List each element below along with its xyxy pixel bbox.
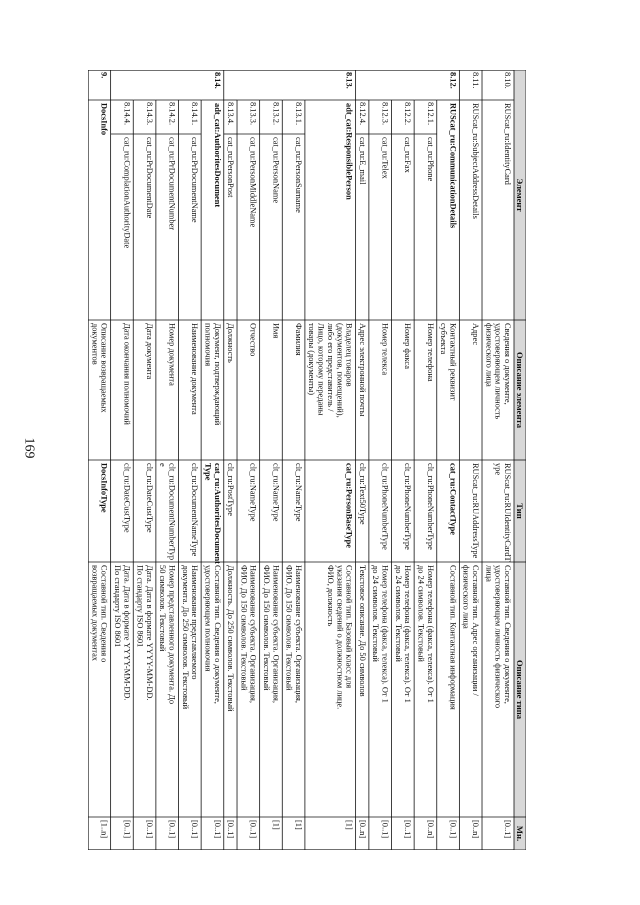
type-description: ФИО. До 150 символов. Текстовый <box>239 565 249 691</box>
element-type: cat_ru:PersonBaseType <box>344 463 354 548</box>
table-row <box>305 72 356 850</box>
table-row <box>437 72 460 850</box>
element-name: cat_ru:PrDocumentDate <box>144 137 154 219</box>
element-description: Дата документа <box>144 323 154 380</box>
table-row <box>260 100 283 850</box>
type-description: Составной тип. Сведения о документе, <box>503 565 512 704</box>
element-name: cat_ru:PrDocumentNumber <box>167 137 177 231</box>
type-description: до 24 символов. Текстовый <box>393 565 403 662</box>
multiplicity: [0..1] <box>403 820 413 839</box>
multiplicity: [0..1] <box>212 820 222 839</box>
element-type: clt_ru:Text50Type <box>357 463 367 525</box>
table-row <box>201 72 224 850</box>
sub-row-number: 8.13.1. <box>293 102 303 126</box>
header-element: Элемент <box>514 178 525 212</box>
element-name: RUScat_ru:SubjectAddressDetails <box>471 103 481 219</box>
type-description: Должность. До 250 символов. Текстовый <box>226 565 236 712</box>
header-type-desc: Описание типа <box>514 659 525 720</box>
element-description: Номер документа <box>167 323 177 386</box>
element-name: cat_ru:PersonName <box>271 137 281 204</box>
element-type: clt_ru:NameType <box>293 463 303 522</box>
type-description: 50 символов. Текстовый <box>158 565 168 652</box>
element-type: ype <box>493 463 503 476</box>
type-description: Наименование представляемого <box>190 565 200 680</box>
multiplicity: [0..1] <box>248 820 258 839</box>
multiplicity: [0..1] <box>144 820 154 839</box>
element-name: cat_ru:E_mail <box>357 137 367 185</box>
multiplicity: [0..n] <box>357 820 367 839</box>
type-description: до 24 символов. Текстовый <box>416 565 426 662</box>
element-description: удостоверяющем личность <box>493 323 503 420</box>
type-description: ФИО. До 150 символов. Текстовый <box>261 565 271 691</box>
sub-row-number: 8.14.4. <box>122 102 132 126</box>
type-description: документа. До 250 символов. Текстовый <box>180 565 190 710</box>
table-row <box>282 100 305 850</box>
multiplicity: [1..n] <box>99 820 109 839</box>
sub-row-number: 8.12.3. <box>380 102 390 126</box>
table-row <box>237 100 260 850</box>
element-description: Имя <box>271 323 281 339</box>
sub-row-number: 8.13.3. <box>248 102 258 126</box>
table-row <box>88 70 111 850</box>
element-name: cat_ru:Telex <box>380 137 390 179</box>
element-description: Описание возвращаемых <box>99 323 109 413</box>
element-description: физического лица <box>484 323 494 387</box>
element-description: Контактный реквизит <box>448 323 458 401</box>
element-description: Владелец товаров <box>344 323 354 387</box>
type-description: лица <box>484 565 494 582</box>
element-name: cat_ru:ComplationAuthorityDate <box>122 137 132 249</box>
element-description: Адрес <box>471 323 481 346</box>
element-type: RUScat_ru:RUAddressType <box>471 463 481 559</box>
table-row <box>414 100 437 850</box>
type-description: Дата. Дата в формате YYYY-MM-DD. <box>122 565 132 701</box>
sub-row-number: 8.14.3. <box>144 102 154 126</box>
multiplicity: [0..1] <box>167 820 177 839</box>
sub-row-number: 8.13.2. <box>271 102 281 126</box>
element-name: cat_ru:Fax <box>403 137 413 173</box>
element-name: RUScat_ru:IdentityCard <box>503 103 512 185</box>
element-name: RUScat_ru:CommunicationDetails <box>448 103 458 229</box>
type-description: Составной тип. Адрес организации / <box>471 565 481 696</box>
multiplicity: [0..1] <box>226 820 236 839</box>
element-type: clt_ru:DateCustType <box>144 463 154 533</box>
element-description: Адрес электронной почты <box>357 323 367 417</box>
element-type: DocsInfoType <box>99 463 109 513</box>
type-description: возвращаемых документах <box>90 565 100 661</box>
header-mn: Мн. <box>514 825 525 842</box>
element-description: полномочия <box>203 323 213 367</box>
multiplicity: [0..n] <box>425 820 435 839</box>
element-description: Лицо, которому переданы <box>316 323 326 416</box>
rotated-table-container <box>88 70 526 850</box>
type-description: Номер телефона (факса, телекса). От 1 <box>425 565 435 703</box>
table-row <box>392 100 415 850</box>
element-type: clt_ru:PhoneNumberType <box>403 463 413 550</box>
row-number: 8.13. <box>344 72 354 89</box>
sub-row-number: 8.13.4. <box>226 102 236 126</box>
multiplicity: [0..1] <box>122 820 132 839</box>
type-description: удостоверяющем личность физического <box>493 565 503 709</box>
element-type: e <box>158 463 168 467</box>
row-number: 8.12. <box>448 72 458 89</box>
element-name: cat_ru:PersonPost <box>226 137 236 198</box>
multiplicity: [1] <box>271 820 281 830</box>
element-type: clt_ru:DocumentNameType <box>190 463 200 557</box>
row-number: 8.10. <box>503 72 512 89</box>
header-type: Тип <box>514 503 525 519</box>
element-type: clt_ru:PostType <box>226 463 236 516</box>
type-description: Номер представленного документа. До <box>167 565 177 705</box>
type-description: Составной тип. Базовый класс для <box>344 565 354 689</box>
multiplicity: [0..1] <box>503 820 512 839</box>
element-description: Отчество <box>248 323 258 357</box>
row-number: 8.14. <box>212 72 222 89</box>
element-description: Наименование документа <box>190 323 200 415</box>
multiplicity: [0..1] <box>448 820 458 839</box>
type-description: удостоверяющем полномочия <box>203 565 213 672</box>
sub-row-number: 8.12.4. <box>357 102 367 126</box>
element-description: Сведения о документе, <box>503 323 512 405</box>
type-description: Наименование субъекта. Организация, <box>271 565 281 703</box>
element-description: документов <box>90 323 100 365</box>
element-name: cat_ru:PrDocumentName <box>190 137 200 223</box>
type-description: физического лица <box>461 565 471 629</box>
type-description: Текстовое описание. До 50 символов <box>357 565 367 697</box>
element-type: cat_ru:ContactType <box>448 463 458 535</box>
sub-row-number: 8.12.2. <box>403 102 413 126</box>
row-number: 9. <box>99 72 109 79</box>
row-number: 8.11. <box>471 72 481 89</box>
type-description: По стандарту ISO 8601 <box>135 565 145 648</box>
table-row <box>369 100 392 850</box>
element-name: cat_ru:PersonMiddleName <box>248 137 258 228</box>
element-description: Номер факса <box>403 323 413 369</box>
element-name: adt_cat:AuthoritesDocument <box>212 103 222 208</box>
element-description: субъекта <box>439 323 449 355</box>
element-description: Дата окончания полномочий <box>122 323 132 425</box>
type-description: Составной тип. Сведения о документе, <box>212 565 222 704</box>
element-description: товары (документы) <box>307 323 317 396</box>
element-name: DocsInfo <box>99 103 109 136</box>
element-name: adt_cat:ResponsiblePerson <box>344 103 354 200</box>
type-description: до 24 символов. Текстовый <box>371 565 381 662</box>
table-row <box>156 100 179 850</box>
sub-row-number: 8.12.1. <box>425 102 435 126</box>
type-description: ФИО, должность <box>325 565 335 627</box>
element-type: clt_ru:NameType <box>248 463 258 522</box>
page-number: 169 <box>21 437 37 459</box>
type-description: Дата. Дата в формате YYYY-MM-DD. <box>144 565 154 701</box>
type-description: Составной тип. Контактная информация <box>448 565 458 710</box>
type-description: Составной тип. Сведения о <box>99 565 109 663</box>
type-description: указания сведений о должностном лице. <box>335 565 345 710</box>
table-row <box>459 70 482 850</box>
table-row <box>111 70 134 850</box>
element-description: Документ, подтверждающий <box>212 323 222 426</box>
table-row <box>133 100 156 850</box>
type-description: Наименование субъекта. Организация, <box>248 565 258 703</box>
type-description: По стандарту ISO 8601 <box>112 565 122 648</box>
type-description: Наименование субъекта. Организация, <box>293 565 303 703</box>
type-description: Номер телефона (факса, телекса). От 1 <box>380 565 390 703</box>
element-description: Номер телефона <box>425 323 435 382</box>
type-description: Номер телефона (факса, телекса). От 1 <box>403 565 413 703</box>
element-type: Type <box>203 463 213 481</box>
element-type: cat_ru:AuthoritesDocument <box>212 463 222 564</box>
multiplicity: [0..1] <box>190 820 200 839</box>
element-description: Фамилия <box>293 323 303 356</box>
type-description: ФИО. До 150 символов. Текстовый <box>284 565 294 691</box>
element-description: либо его представитель / <box>325 323 335 412</box>
element-description: Должность <box>226 323 236 363</box>
header-element-desc: Описание элемента <box>514 351 525 429</box>
element-type: clt_ru:DocumentNumberTyp <box>167 463 177 561</box>
sub-row-number: 8.14.1. <box>190 102 200 126</box>
multiplicity: [0..n] <box>471 820 481 839</box>
element-type: clt_ru:NameType <box>271 463 281 522</box>
element-type: clt_ru:PhoneNumberType <box>425 463 435 550</box>
multiplicity: [0..1] <box>380 820 390 839</box>
element-description: Номер телекса <box>380 323 390 376</box>
sub-row-number: 8.14.2. <box>167 102 177 126</box>
table-row <box>179 100 202 850</box>
element-type: clt_ru:PhoneNumberType <box>380 463 390 550</box>
element-type: RUScat_ru:RUIdentityCardT <box>503 463 512 562</box>
table-row <box>224 70 237 850</box>
table-row <box>482 70 514 850</box>
element-description: (документов, помещений), <box>335 323 345 418</box>
table-row <box>356 70 369 850</box>
element-name: cat_ru:Phone <box>425 137 435 182</box>
element-type: clt_ru:DateCustType <box>122 463 132 533</box>
multiplicity: [1] <box>293 820 303 830</box>
attributes-table <box>88 70 526 850</box>
multiplicity: [1] <box>344 820 354 830</box>
element-name: cat_ru:PersonSurname <box>293 137 303 213</box>
